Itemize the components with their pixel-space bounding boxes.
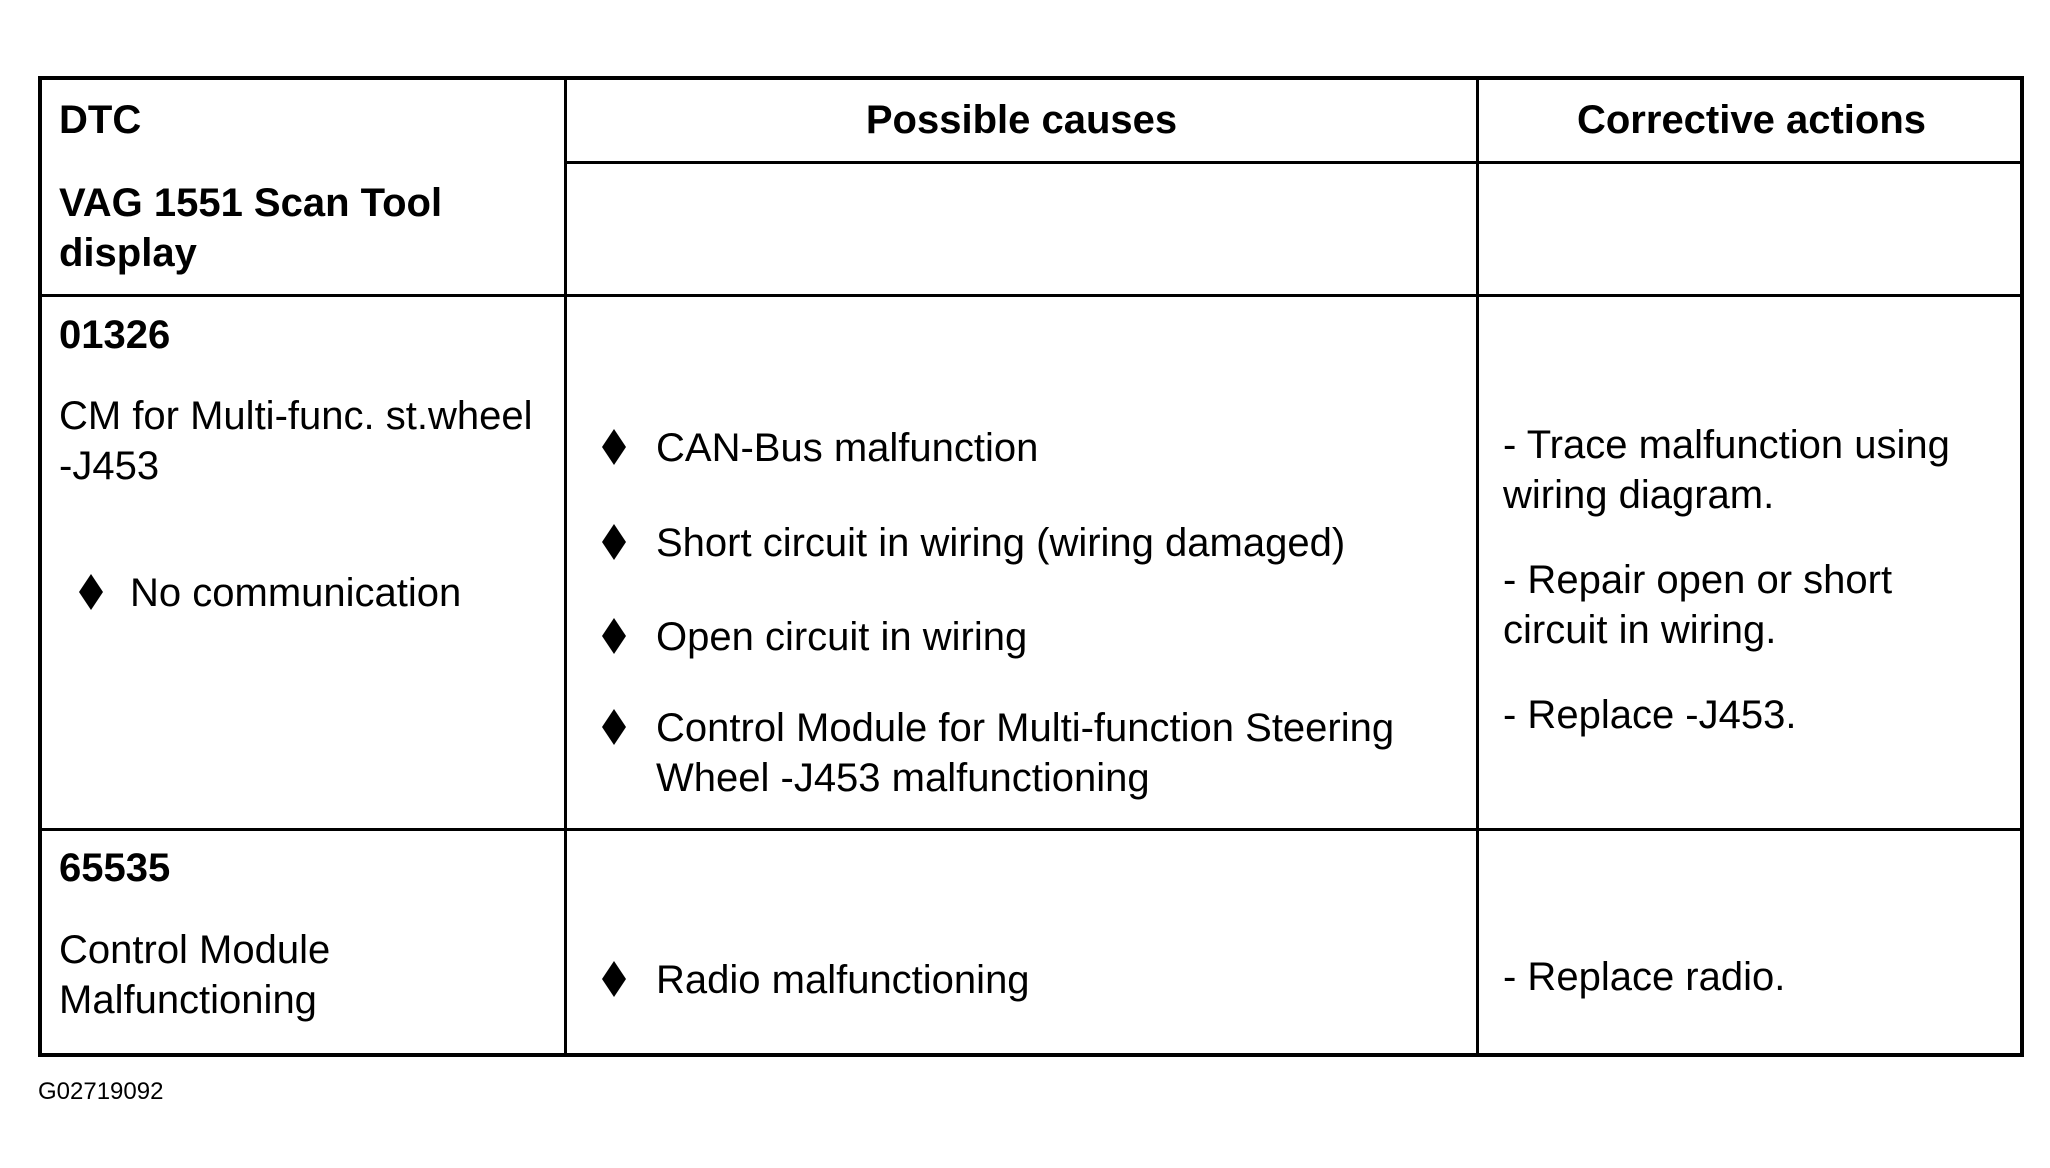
dtc-description: Control Module	[59, 928, 331, 972]
dtc-code: 65535	[59, 846, 171, 890]
diamond-bullet-icon	[600, 427, 628, 467]
dtc-description-line2: -J453	[59, 444, 160, 488]
diamond-bullet-icon	[600, 522, 628, 562]
header-possible-causes: Possible causes	[865, 98, 1178, 142]
dtc-code: 01326	[59, 313, 171, 357]
diamond-bullet-icon	[77, 572, 105, 612]
cause-item: Radio malfunctioning	[656, 958, 1030, 1002]
cause-item: Control Module for Multi-function Steering	[656, 706, 1395, 750]
cause-item: Open circuit in wiring	[656, 615, 1028, 659]
header-divider-partial	[564, 161, 2020, 164]
row-divider	[42, 828, 2020, 831]
dtc-description: CM for Multi-func. st.wheel	[59, 394, 533, 438]
action-item: - Replace -J453.	[1503, 693, 1797, 737]
diamond-bullet-icon	[600, 707, 628, 747]
action-item-continuation: wiring diagram.	[1503, 473, 1775, 517]
diamond-bullet-icon	[600, 616, 628, 656]
action-item: - Trace malfunction using	[1503, 423, 1950, 467]
diamond-bullet-icon	[600, 959, 628, 999]
cause-item-continuation: Wheel -J453 malfunctioning	[656, 756, 1150, 800]
header-corrective-actions: Corrective actions	[1576, 98, 1927, 142]
header-divider	[42, 294, 2020, 297]
action-item: - Replace radio.	[1503, 955, 1786, 999]
dtc-table	[38, 76, 2024, 1057]
header-dtc: DTC	[59, 98, 142, 142]
action-item: - Repair open or short	[1503, 558, 1893, 602]
cause-item: Short circuit in wiring (wiring damaged)	[656, 521, 1346, 565]
dtc-symptom: No communication	[130, 571, 462, 615]
action-item-continuation: circuit in wiring.	[1503, 608, 1777, 652]
column-divider-1	[564, 80, 567, 1053]
header-scan-tool-line2: display	[59, 231, 197, 275]
figure-id: G02719092	[38, 1078, 164, 1105]
dtc-description-line2: Malfunctioning	[59, 978, 317, 1022]
header-scan-tool: VAG 1551 Scan Tool	[59, 181, 443, 225]
column-divider-2	[1476, 80, 1479, 1053]
cause-item: CAN-Bus malfunction	[656, 426, 1039, 470]
